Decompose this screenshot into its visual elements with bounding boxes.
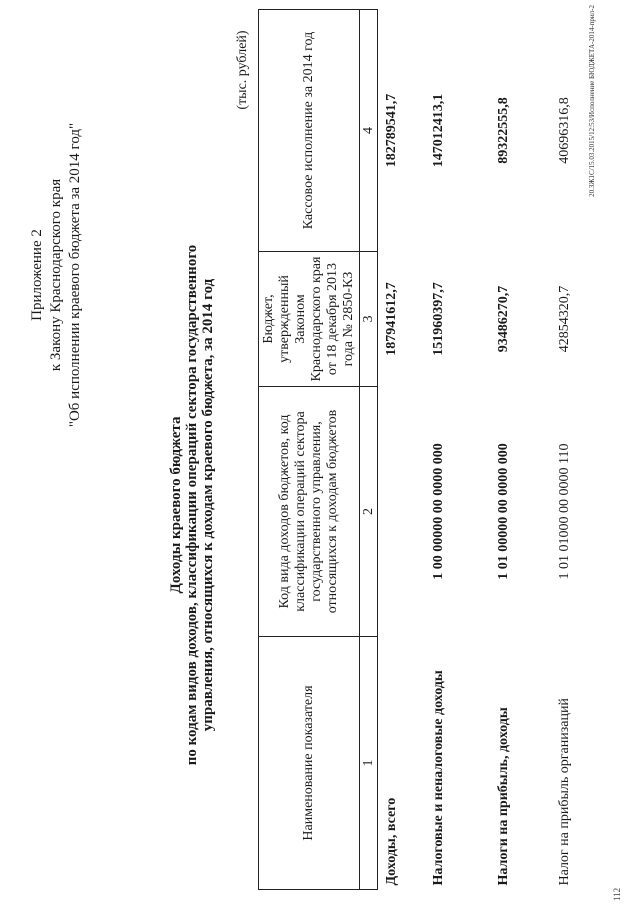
header-cash-execution: Кассовое исполнение за 2014 год bbox=[259, 10, 360, 252]
document-title bbox=[168, 125, 216, 885]
row-code: 1 01 01000 00 0000 110 bbox=[557, 443, 572, 580]
revenue-table bbox=[258, 9, 594, 890]
row-actual: 40696316,8 bbox=[557, 97, 572, 164]
appendix-header bbox=[28, 15, 85, 535]
title-line-3: управления, относящихся к доходам краевого бюджета, за 2014 год bbox=[200, 278, 216, 732]
print-footer: 20.ЗЖ1С/15.03.2015/12:53/Исполнение БЮДЖЕТА-2014-прил-2 bbox=[588, 5, 596, 197]
header-indicator-name: Наименование показателя bbox=[259, 637, 360, 890]
table-row bbox=[536, 10, 594, 890]
header-approved-budget: Бюджет, утвержденный Законом Краснодарского края от 18 декабря 2013 года № 2850-КЗ bbox=[259, 252, 360, 387]
column-number: 3 bbox=[360, 252, 378, 387]
table-row bbox=[378, 10, 407, 890]
table-row bbox=[471, 10, 536, 890]
appendix-line-2: к Закону Краснодарского края bbox=[48, 178, 64, 372]
row-actual: 147012413,1 bbox=[430, 93, 446, 168]
appendix-line-3: "Об исполнении краевого бюджета за 2014 год" bbox=[67, 122, 83, 428]
header-revenue-code: Код вида доходов бюджетов, код классификации операций сектора государственного управления, относящихся к доходам бюджетов bbox=[259, 387, 360, 637]
page-number: 112 bbox=[612, 887, 622, 901]
column-number: 4 bbox=[360, 10, 378, 252]
row-name: Доходы, всего bbox=[384, 797, 399, 886]
row-budget: 93486270,7 bbox=[495, 285, 511, 353]
title-line-2: по кодам видов доходов, классификации операций сектора государственного bbox=[184, 244, 200, 766]
row-code bbox=[378, 387, 407, 637]
title-line-1: Доходы краевого бюджета bbox=[168, 416, 184, 594]
row-name: Налоговые и неналоговые доходы bbox=[430, 670, 446, 886]
row-budget: 151960397,7 bbox=[430, 282, 446, 356]
appendix-line-1: Приложение 2 bbox=[29, 229, 45, 321]
column-number: 2 bbox=[360, 387, 378, 637]
row-code: 1 01 00000 00 0000 000 bbox=[495, 443, 511, 580]
row-name: Налог на прибыль организаций bbox=[557, 698, 572, 886]
row-budget: 187941612,7 bbox=[384, 282, 399, 356]
row-actual: 182789541,7 bbox=[384, 93, 399, 168]
unit-label: (тыс. рублей) bbox=[235, 30, 250, 110]
row-actual: 89322555,8 bbox=[495, 97, 511, 164]
row-budget: 42854320,7 bbox=[557, 285, 572, 353]
table-row bbox=[406, 10, 471, 890]
row-name: Налоги на прибыль, доходы bbox=[495, 707, 511, 886]
column-number: 1 bbox=[360, 637, 378, 890]
row-code: 1 00 00000 00 0000 000 bbox=[430, 443, 446, 580]
